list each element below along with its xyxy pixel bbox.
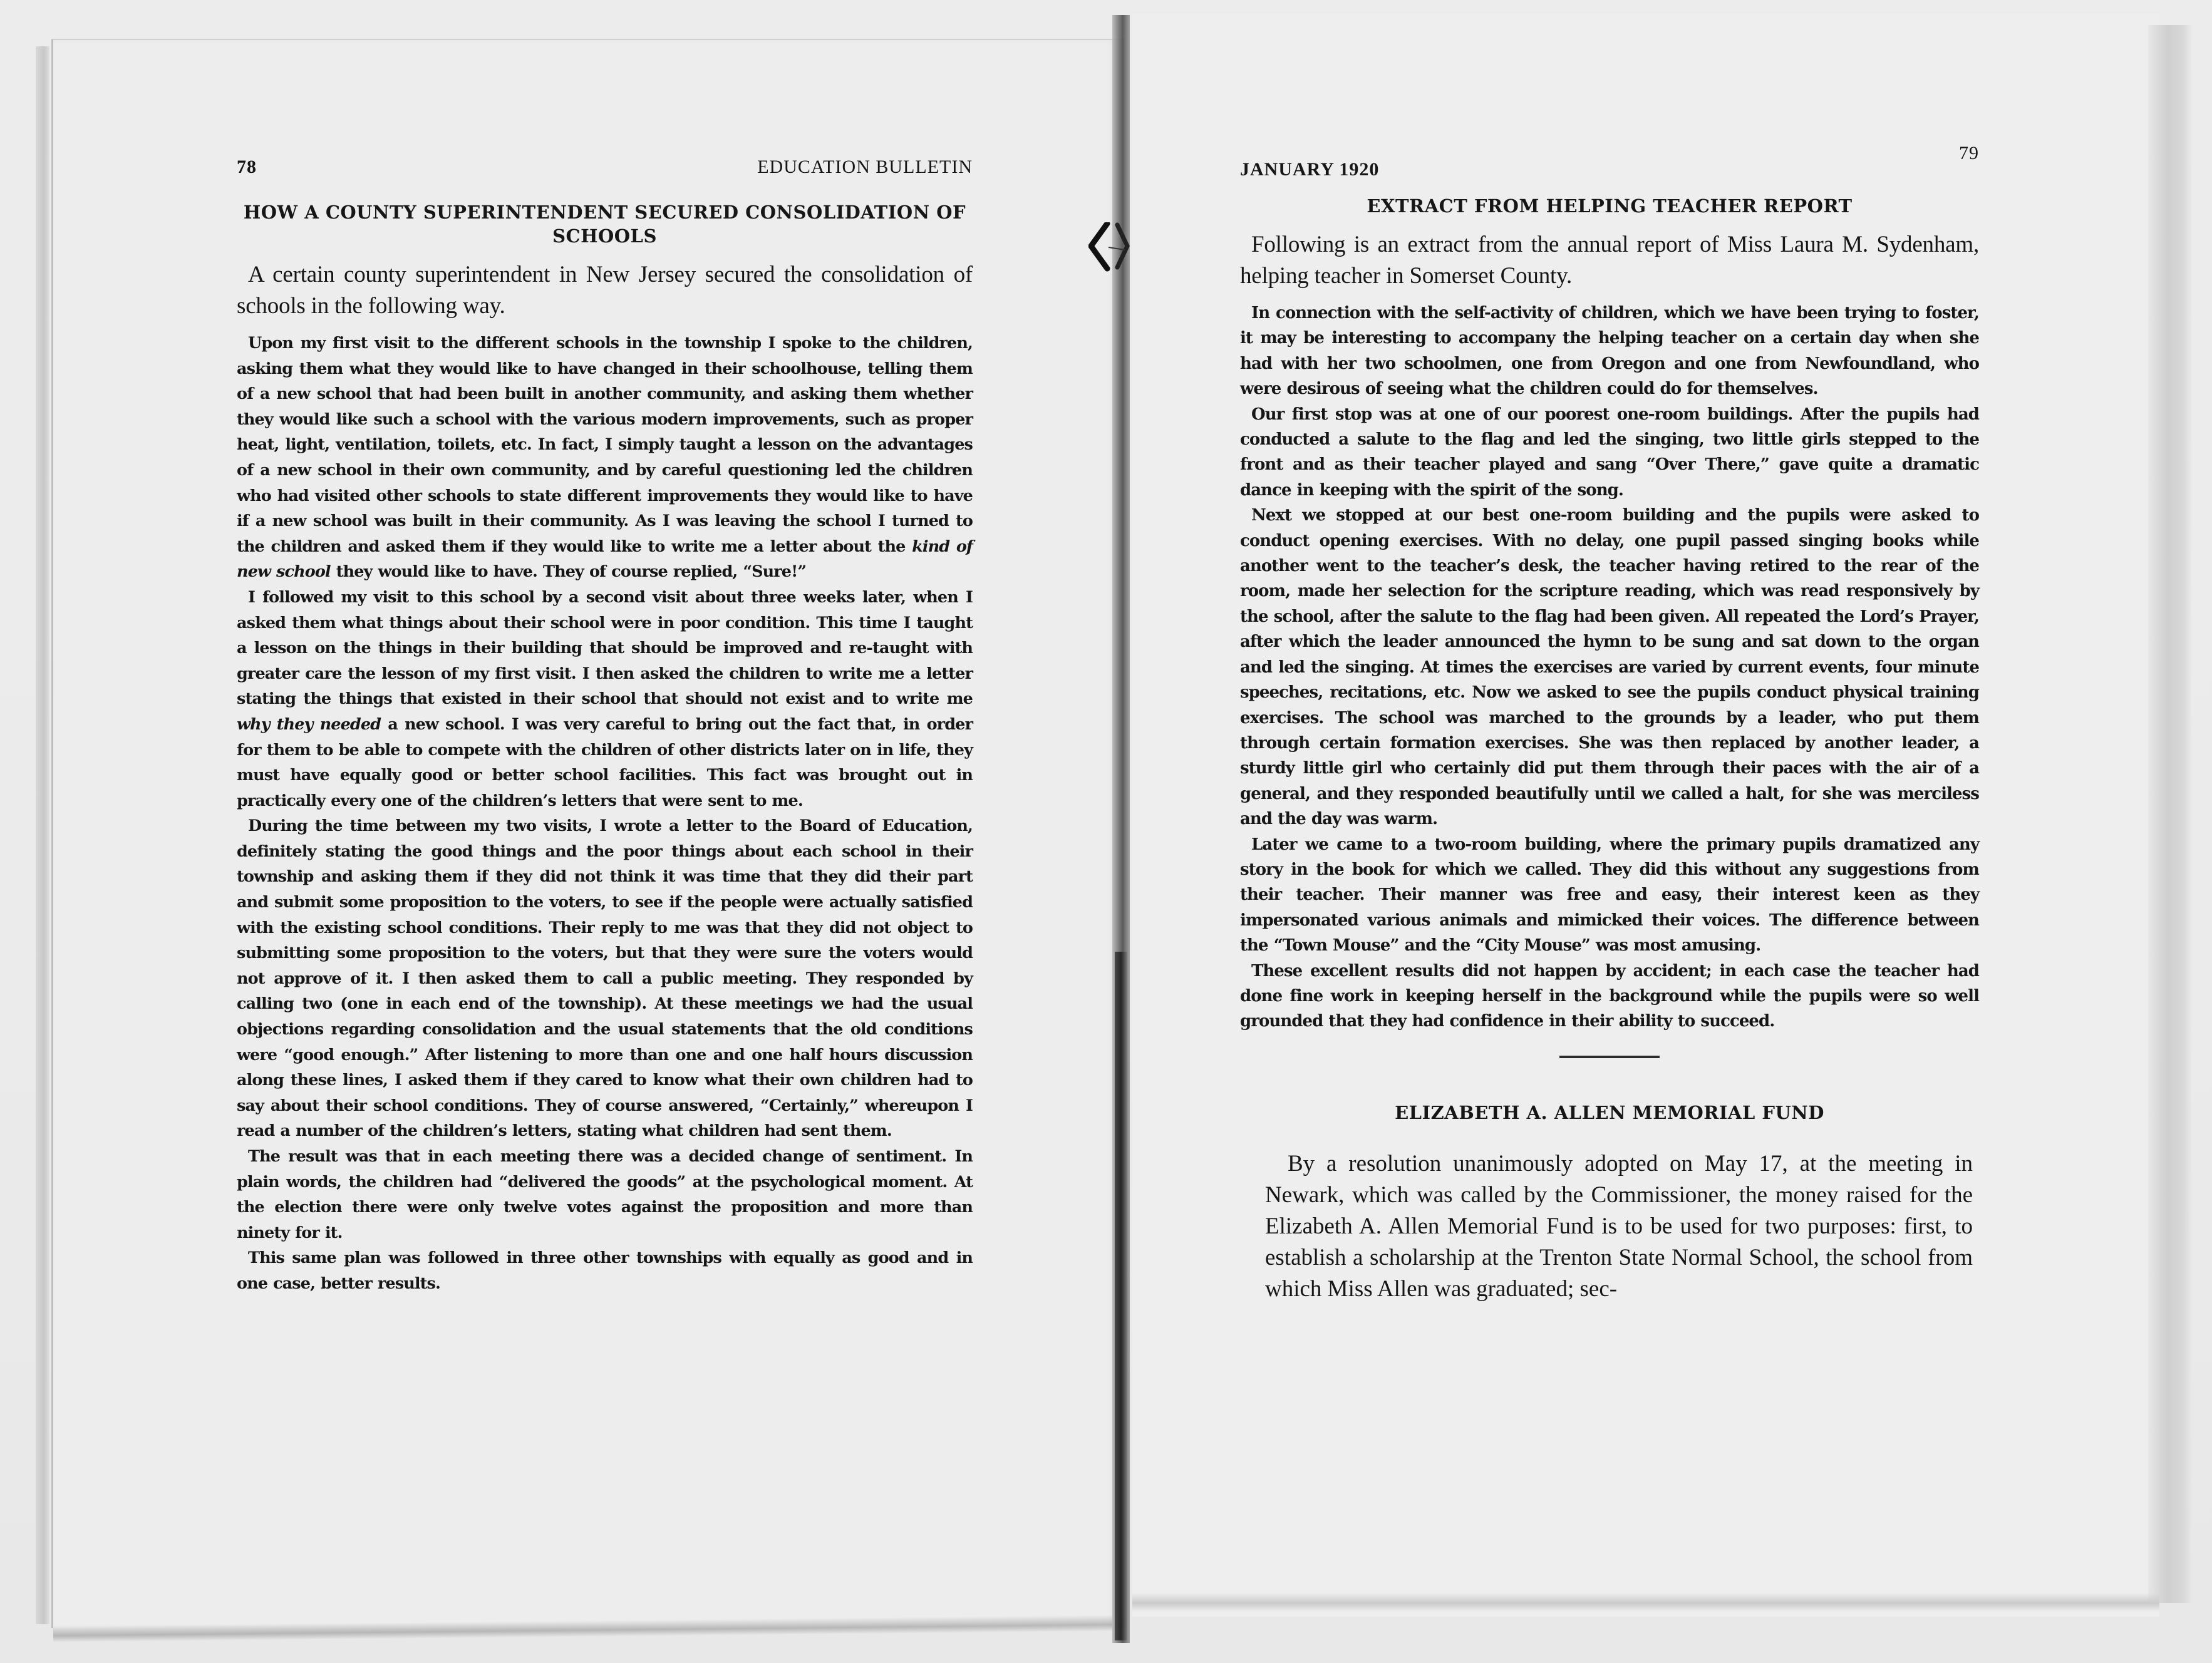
article-lead: By a resolution unanimously adopted on May 17, at the meeting in Newark, which was called by the Commissioner, the money raised for the Elizabeth A. Allen Memorial Fund is to be used for two purposes: first, to establish a scholarship at the Trenton State Normal School, the school from which Miss Allen was graduated; sec- <box>1265 1150 1973 1302</box>
right-page-edge-shadow <box>2148 25 2192 1603</box>
italic-phrase: kind of new school <box>237 537 973 582</box>
publication-title: EDUCATION BULLETIN <box>757 157 973 177</box>
paragraph: In connection with the self-activity of children, which we have been trying to foster, it may be interesting to accompany the helping teacher on a certain day when she had with her two schoolmen, one from Oregon and one from Newfoundland, who were desirous of seeing what the children could do for themselves. <box>1240 304 1979 399</box>
staple-icon <box>1088 222 1139 272</box>
paragraph: The result was that in each meeting there was a decided change of sentiment. In plain words, the children had “delivered the goods” at the psychological moment. At the election there were only twelve votes against the proposition and more than ninety for it. <box>237 1147 973 1242</box>
issue-date: JANUARY 1920 <box>1240 159 1380 180</box>
paragraph: These excellent results did not happen by accident; in each case the teacher had done fine work in keeping herself in the background while the pupils were so well grounded that they had confidence in their ability to succeed. <box>1240 961 1979 1031</box>
article-title: EXTRACT FROM HELPING TEACHER REPORT <box>1367 195 1853 217</box>
page-number: 78 <box>237 157 257 177</box>
paragraph <box>237 585 973 813</box>
running-head <box>237 157 973 182</box>
paragraph-text: Upon my first visit to the different schools in the township I spoke to the children, asking them what they would like to have changed in their schoolhouse, telling them of a new school that had been built in another community, and asking them whether they would like such a school with the various modern improvements, such as proper heat, light, ventilation, toilets, etc. In fact, I simply taught a lesson on the advantages of a new school in their own community, and by careful questioning led the children who had visited other schools to state different improvements they would like to have if a new school was built in their community. As I was leaving the school I turned to the children and asked them if they would like to write me a letter about the <box>237 334 973 556</box>
paragraph: Next we stopped at our best one-room building and the pupils were asked to conduct opening exercises. With no delay, one pupil passed singing books while another went to the teacher’s desk, the teacher having retired to the rear of the room, made her selection for the scripture reading, which was read responsively by the school, after the salute to the flag had been given. All repeated the Lord’s Prayer, after which the leader announced the hymn to be sung and sat down to the organ and led the singing. At times the exercises are varied by current events, four minute speeches, recitations, etc. Now we asked to see the pupils conduct physical training exercises. The school was marched to the grounds by a leader, who put them through certain formation exercises. She was then replaced by another leader, a sturdy little girl who certainly did put them through their paces with the air of a general, and they responded beautifully until we called a halt, for she was merciless and the day was warm. <box>1240 506 1979 829</box>
binding-thread <box>1115 952 1127 1640</box>
running-head <box>1240 143 1979 180</box>
paragraph: Later we came to a two-room building, where the primary pupils dramatized any story in the book for which we called. They did this without any suggestions from their teacher. Their manner was free and easy, their interest keen as they impersonated various animals and mimicked their voices. The difference between the “Town Mouse” and the “City Mouse” was most amusing. <box>1240 835 1979 955</box>
paragraph-text: they would like to have. They of course replied, “Sure!” <box>330 562 807 582</box>
paragraph: This same plan was followed in three other townships with equally as good and in one case, better results. <box>237 1249 973 1293</box>
paragraph: Our first stop was at one of our poorest one-room buildings. After the pupils had conducted a salute to the flag and led the singing, two little girls stepped to the front and as their teacher played and sang “Over There,” gave quite a dramatic dance in keeping with the spirit of the song. <box>1240 404 1979 500</box>
article-lead: Following is an extract from the annual report of Miss Laura M. Sydenham, helping teacher in Somerset County. <box>1240 232 1979 289</box>
article-lead: A certain county superintendent in New Jersey secured the consolidation of schools in the following way. <box>237 262 973 319</box>
italic-phrase: why they needed <box>237 714 381 734</box>
article-title: HOW A COUNTY SUPERINTENDENT SECURED CONSOLIDATION OF SCHOOLS <box>243 202 966 247</box>
paragraph-text: I followed my visit to this school by a second visit about three weeks later, when I asked them what things about their school were in poor condition. This time I taught a lesson on the things in their building that should be improved and re-taught with greater care the lesson of my first visit. I then asked the children to write me a letter stating the things that existed in their school that should not exist and to write me <box>237 587 973 709</box>
article-title: ELIZABETH A. ALLEN MEMORIAL FUND <box>1395 1101 1824 1123</box>
right-page-content <box>1240 143 1979 1305</box>
section-divider <box>1559 1056 1660 1058</box>
left-page-content <box>237 157 973 1297</box>
page-number: 79 <box>1959 143 1979 163</box>
paragraph: During the time between my two visits, I wrote a letter to the Board of Education, definitely stating the good things and the poor things about each school in their township and asking them if they did not think it was time that they did their part and submit some proposition to the voters, to see if the people were actually satisfied with the existing school conditions. Their reply to me was that they did not object to submitting some proposition to the voters, but that they were sure the voters would not approve of it. I then asked them to call a public meeting. They responded by calling two (one in each end of the township). At these meetings we had the usual objections regarding consolidation and the usual statements that the old conditions were “good enough.” After listening to more than one and one half hours discussion along these lines, I asked them if they cared to know what their own children had to say about their school conditions. They of course answered, “Certainly,” whereupon I read a number of the children’s letters, stating what children had sent them. <box>237 816 973 1141</box>
paragraph-text: a new school. I was very careful to bring out the fact that, in order for them to be able to compete with the children of other districts later on in life, they must have equally good or better school facilities. This fact was brought out in practically every one of the children’s letters that were sent to me. <box>237 714 973 810</box>
paragraph <box>237 331 973 585</box>
